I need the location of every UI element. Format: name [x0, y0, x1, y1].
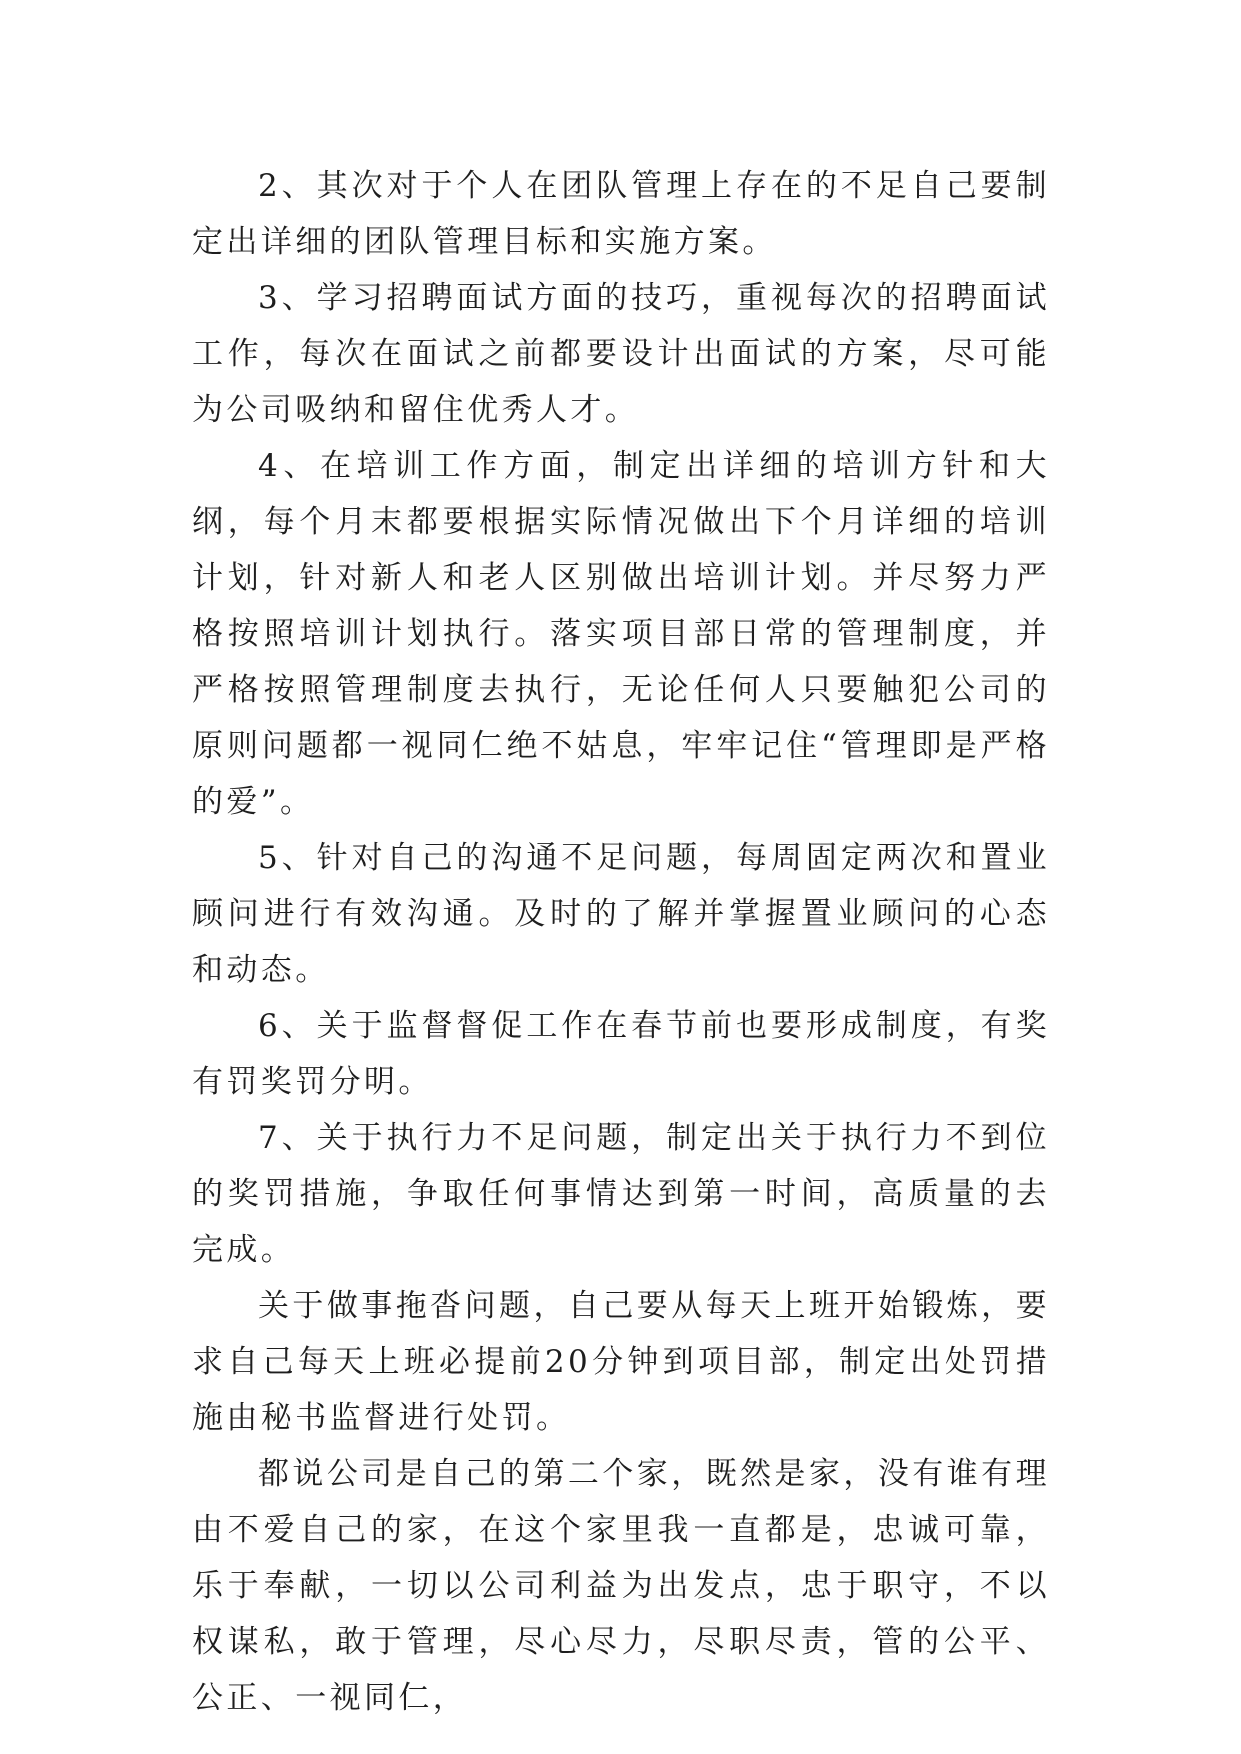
- paragraph-procrastination: 关于做事拖沓问题，自己要从每天上班开始锻炼，要求自己每天上班必提前20分钟到项目部，制定出处罚措施由秘书监督进行处罚。: [192, 1288, 1050, 1436]
- paragraph-item-6: 6、关于监督督促工作在春节前也要形成制度，有奖有罚奖罚分明。: [192, 1008, 1050, 1100]
- paragraph-item-3: 3、学习招聘面试方面的技巧，重视每次的招聘面试工作，每次在面试之前都要设计出面试的方案，尽可能为公司吸纳和留住优秀人才。: [192, 280, 1050, 428]
- document-body: [192, 158, 1050, 1726]
- paragraph-company-home: 都说公司是自己的第二个家，既然是家，没有谁有理由不爱自己的家，在这个家里我一直都是，忠诚可靠，乐于奉献，一切以公司利益为出发点，忠于职守，不以权谋私，敢于管理，尽心尽力，尽职尽责，管的公平、公正、一视同仁，: [192, 1456, 1050, 1716]
- paragraph-item-2: 2、其次对于个人在团队管理上存在的不足自己要制定出详细的团队管理目标和实施方案。: [192, 168, 1050, 260]
- paragraph-item-7: 7、关于执行力不足问题，制定出关于执行力不到位的奖罚措施，争取任何事情达到第一时间，高质量的去完成。: [192, 1120, 1050, 1268]
- paragraph-item-4: 4、在培训工作方面，制定出详细的培训方针和大纲，每个月末都要根据实际情况做出下个月详细的培训计划，针对新人和老人区别做出培训计划。并尽努力严格按照培训计划执行。落实项目部日常的管理制度，并严格按照管理制度去执行，无论任何人只要触犯公司的原则问题都一视同仁绝不姑息，牢牢记住“管理即是严格的爱”。: [192, 448, 1050, 820]
- paragraph-item-5: 5、针对自己的沟通不足问题，每周固定两次和置业顾问进行有效沟通。及时的了解并掌握置业顾问的心态和动态。: [192, 840, 1050, 988]
